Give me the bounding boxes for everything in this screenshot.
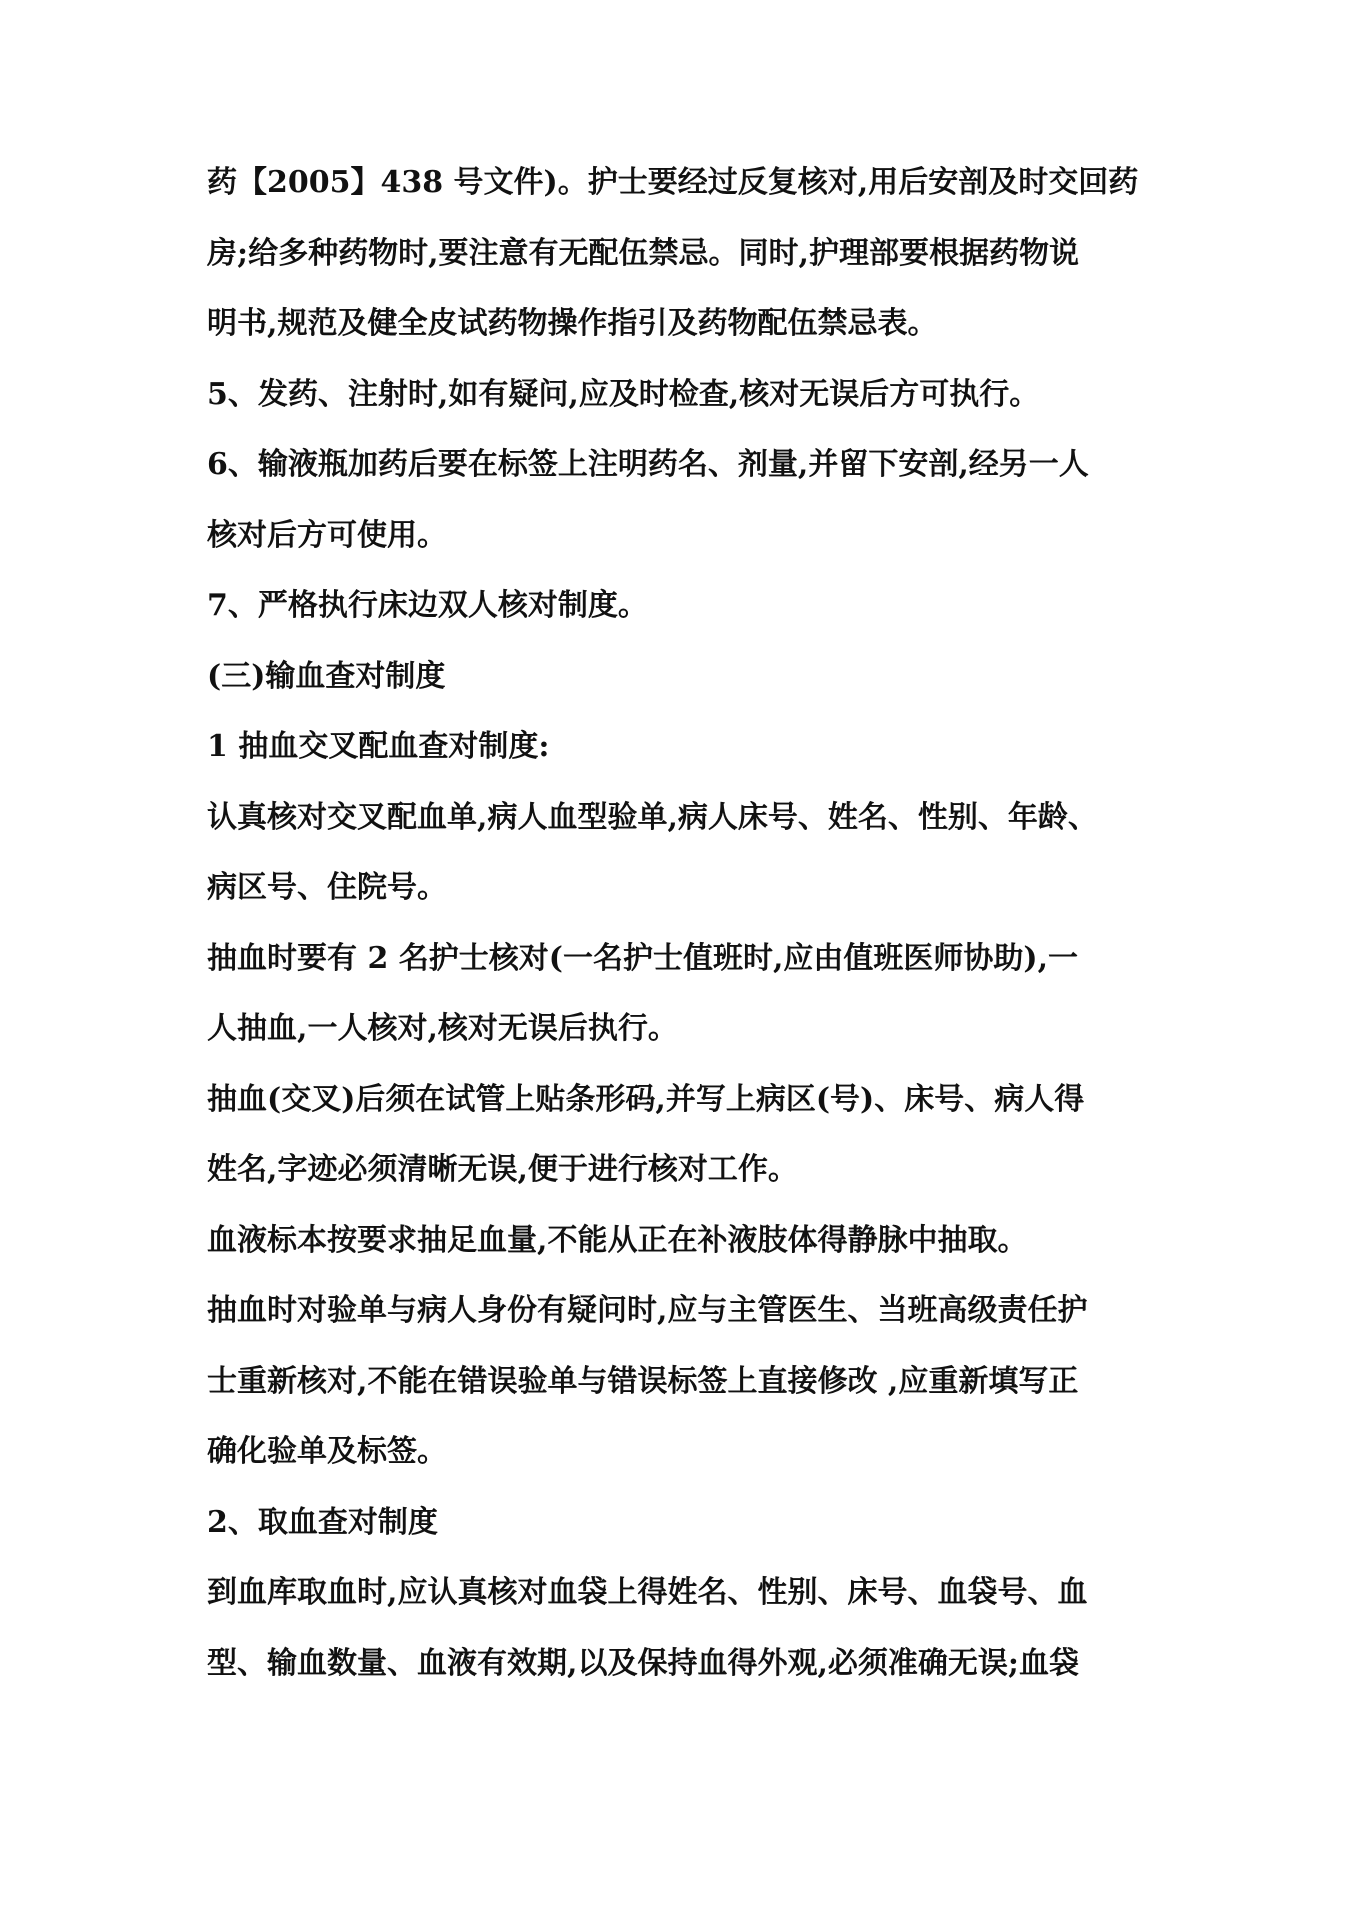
text-line: 血液标本按要求抽足血量,不能从正在补液肢体得静脉中抽取。 <box>207 1222 1028 1258</box>
document-body <box>207 148 1167 1699</box>
text-line: 6、输液瓶加药后要在标签上注明药名、剂量,并留下安剖,经另一人 <box>207 447 1089 482</box>
text-line: 明书,规范及健全皮试药物操作指引及药物配伍禁忌表。 <box>207 306 938 341</box>
text-line: 到血库取血时,应认真核对血袋上得姓名、性别、床号、血袋号、血 <box>207 1575 1088 1610</box>
text-line: 抽血时要有 2 名护士核对(一名护士值班时,应由值班医师协助),一 <box>207 940 1079 976</box>
text-line: 抽血时对验单与病人身份有疑问时,应与主管医生、当班高级责任护 <box>207 1293 1088 1328</box>
text-line: 药【2005】438 号文件)。护士要经过反复核对,用后安剖及时交回药 <box>207 165 1139 200</box>
text-line: 核对后方可使用。 <box>207 517 447 553</box>
section-heading: (三)输血查对制度 <box>207 658 446 694</box>
text-line: 人抽血,一人核对,核对无误后执行。 <box>207 1011 678 1046</box>
text-line: 士重新核对,不能在错误验单与错误标签上直接修改 ,应重新填写正 <box>207 1363 1079 1399</box>
text-line: 确化验单及标签。 <box>207 1434 447 1469</box>
subsection-heading: 1 抽血交叉配血查对制度: <box>207 729 550 764</box>
text-line: 7、严格执行床边双人核对制度。 <box>207 588 648 623</box>
text-line: 抽血(交叉)后须在试管上贴条形码,并写上病区(号)、床号、病人得 <box>207 1081 1085 1117</box>
text-line: 房;给多种药物时,要注意有无配伍禁忌。同时,护理部要根据药物说 <box>207 235 1079 271</box>
text-line: 姓名,字迹必须清晰无误,便于进行核对工作。 <box>207 1152 798 1187</box>
text-line: 病区号、住院号。 <box>207 870 447 905</box>
subsection-heading: 2、取血查对制度 <box>207 1504 438 1540</box>
text-line: 型、输血数量、血液有效期,以及保持血得外观,必须准确无误;血袋 <box>207 1645 1079 1681</box>
text-line: 认真核对交叉配血单,病人血型验单,病人床号、姓名、性别、年龄、 <box>207 799 1098 835</box>
text-line: 5、发药、注射时,如有疑问,应及时检查,核对无误后方可执行。 <box>207 376 1040 412</box>
